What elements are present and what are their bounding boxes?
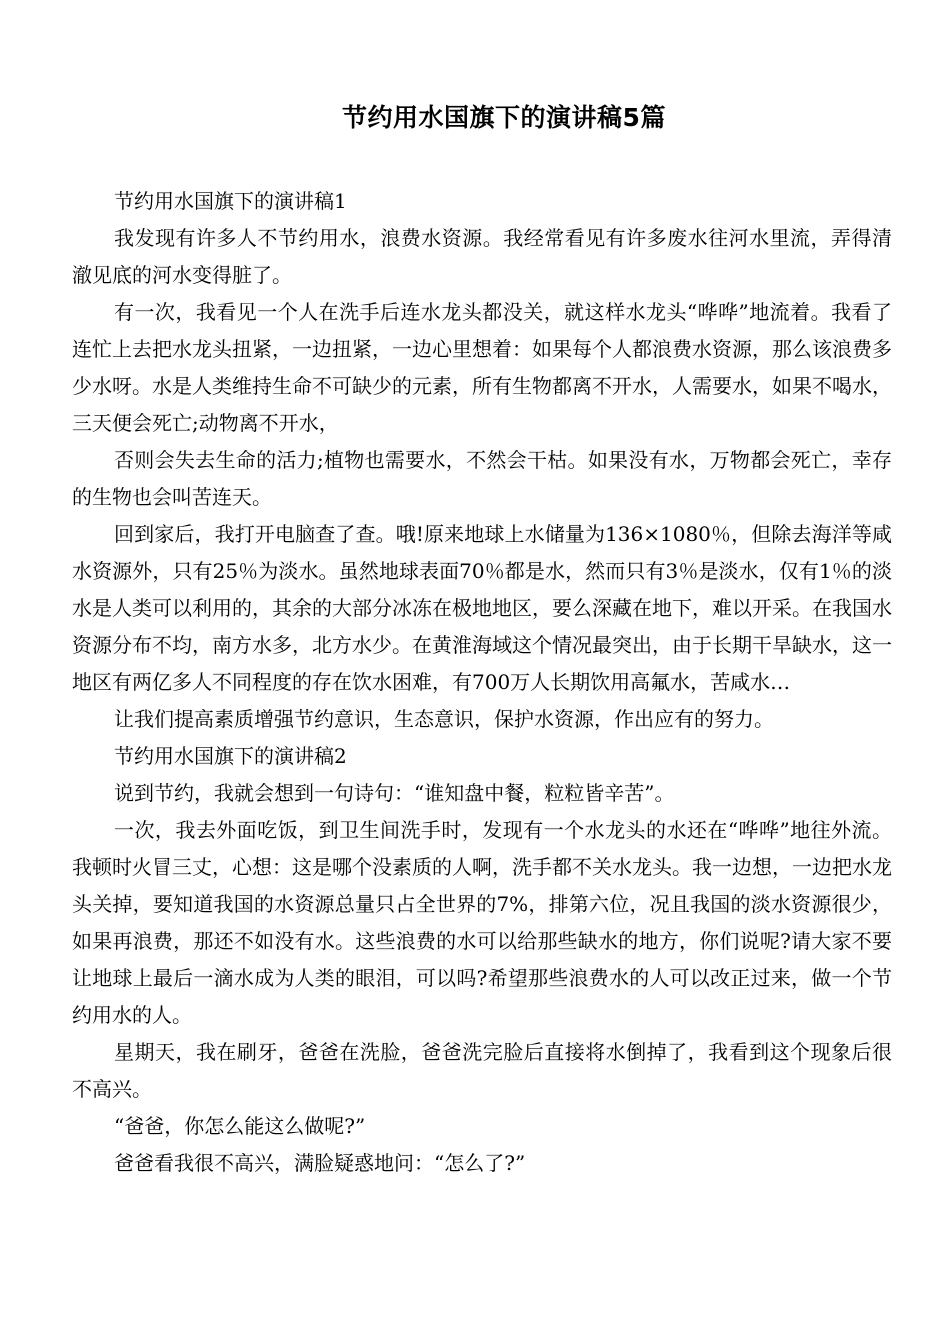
body-paragraph: 回到家后，我打开电脑查了查。哦!原来地球上水储量为136×1080％，但除去海洋等咸水资源外，只有25％为淡水。虽然地球表面70％都是水，然而只有3％是淡水，仅有1％的淡水是人类可以利用的，其余的大部分冰冻在极地地区，要么深藏在地下，难以开采。在我国水资源分布不均，南方水多，北方水少。在黄淮海域这个情况最突出，由于长期干旱缺水，这一地区有两亿多人不同程度的存在饮水困难，有700万人长期饮用高氟水，苦咸水… xyxy=(72,522,892,694)
body-paragraph: 说到节约，我就会想到一句诗句：“谁知盘中餐，粒粒皆辛苦”。 xyxy=(114,781,675,805)
body-paragraph: 否则会失去生命的活力;植物也需要水，不然会干枯。如果没有水，万物都会死亡，幸存的生物也会叫苦连天。 xyxy=(72,448,892,509)
dialogue-line: 爸爸看我很不高兴，满脸疑惑地问：“怎么了?” xyxy=(114,1151,526,1175)
speech-1-heading: 节约用水国旗下的演讲稿1 xyxy=(114,189,347,213)
body-paragraph: 有一次，我看见一个人在洗手后连水龙头都没关，就这样水龙头“哗哗”地流着。我看了连忙上去把水龙头扭紧，一边扭紧，一边心里想着：如果每个人都浪费水资源，那么该浪费多少水呀。水是人类维持生命不可缺少的元素，所有生物都离不开水，人需要水，如果不喝水，三天便会死亡;动物离不开水， xyxy=(72,300,892,435)
document-body xyxy=(72,183,892,1182)
speech-2-heading: 节约用水国旗下的演讲稿2 xyxy=(114,744,347,768)
body-paragraph: 一次，我去外面吃饭，到卫生间洗手时，发现有一个水龙头的水还在“哗哗”地往外流。我顿时火冒三丈，心想：这是哪个没素质的人啊，洗手都不关水龙头。我一边想，一边把水龙头关掉，要知道我国的水资源总量只占全世界的7%，排第六位，况且我国的淡水资源很少，如果再浪费，那还不如没有水。这些浪费的水可以给那些缺水的地方，你们说呢?请大家不要让地球上最后一滴水成为人类的眼泪，可以吗?希望那些浪费水的人可以改正过来，做一个节约用水的人。 xyxy=(72,818,892,1027)
body-paragraph: 星期天，我在刷牙，爸爸在洗脸，爸爸洗完脸后直接将水倒掉了，我看到这个现象后很不高兴。 xyxy=(72,1040,892,1101)
dialogue-line: “爸爸，你怎么能这么做呢?” xyxy=(114,1114,366,1138)
document-title: 节约用水国旗下的演讲稿5篇 xyxy=(342,103,666,132)
body-paragraph: 我发现有许多人不节约用水，浪费水资源。我经常看见有许多废水往河水里流，弄得清澈见底的河水变得脏了。 xyxy=(72,226,892,287)
body-paragraph: 让我们提高素质增强节约意识，生态意识，保护水资源，作出应有的努力。 xyxy=(114,707,774,731)
